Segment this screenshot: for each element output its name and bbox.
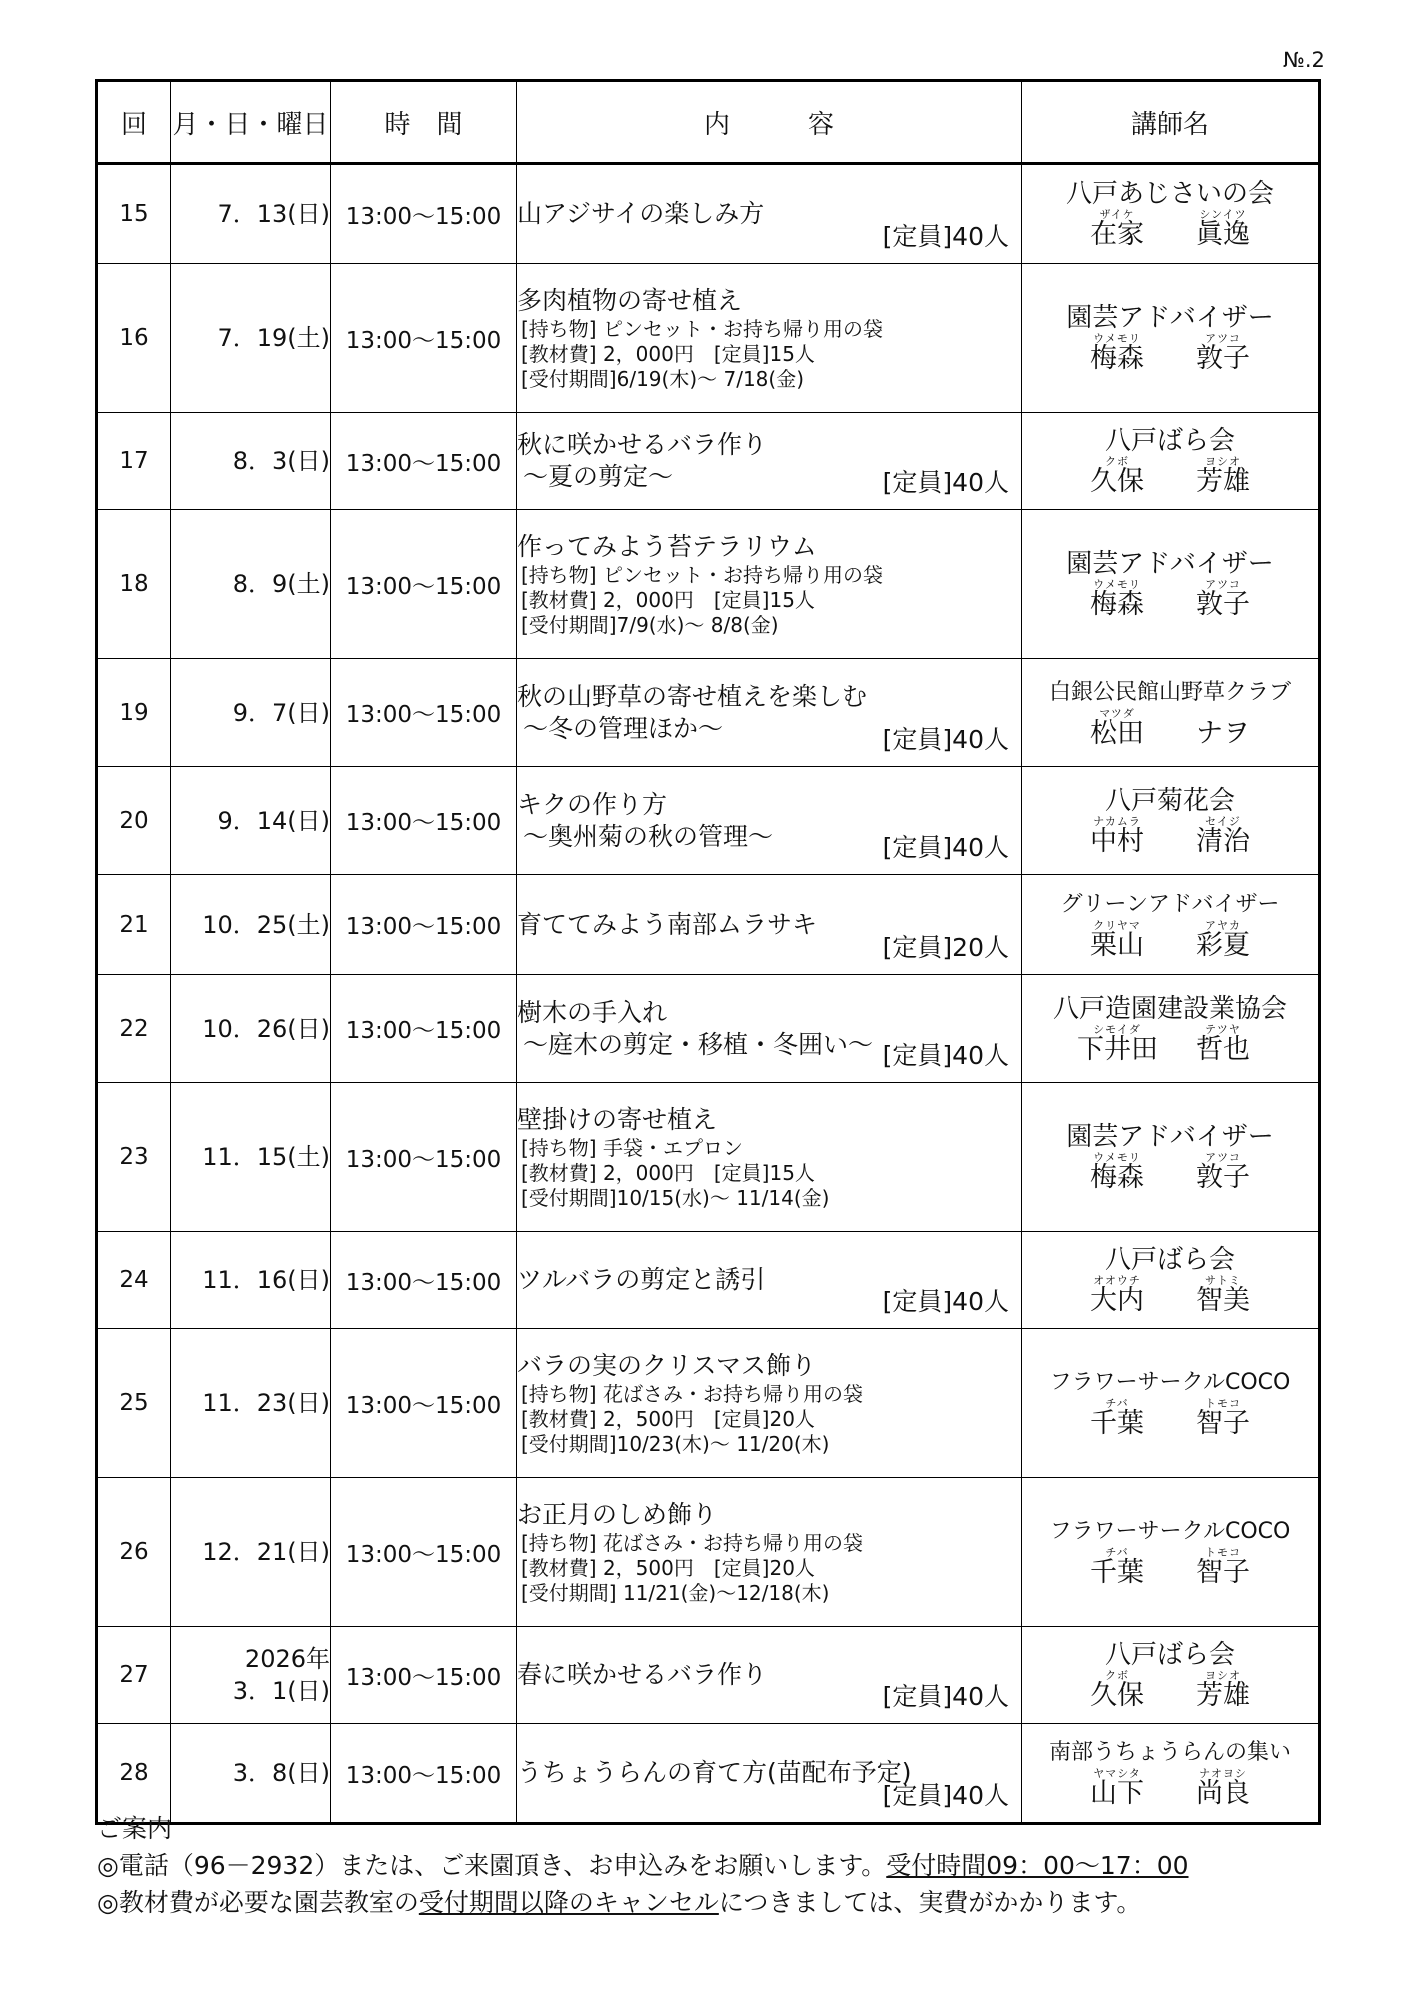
- teacher-org: 八戸ばら会: [1104, 1640, 1235, 1670]
- teacher-surname: 千葉: [1090, 1557, 1144, 1588]
- teacher-name: [1022, 221, 1318, 249]
- furigana-given: セイジ: [1205, 814, 1241, 828]
- furigana-surname: チバ: [1105, 1397, 1129, 1410]
- course-capacity: [定員]40人: [882, 222, 1009, 251]
- row-teacher: [1022, 659, 1320, 767]
- row-teacher: [1022, 1232, 1320, 1329]
- teacher-name: [1022, 929, 1318, 961]
- row-time: 13:00〜15:00: [331, 1329, 517, 1478]
- row-number: 18: [97, 510, 171, 659]
- header-teacher: 講師名: [1022, 81, 1320, 164]
- course-title: 多肉植物の寄せ植え: [517, 285, 743, 315]
- teacher-surname: 梅森: [1090, 343, 1144, 374]
- teacher-given-name: 智子: [1196, 1557, 1250, 1588]
- teacher-surname: 久保: [1090, 466, 1144, 497]
- course-capacity: [定員]40人: [882, 1287, 1009, 1316]
- table-row: [97, 164, 1320, 264]
- row-teacher: [1022, 875, 1320, 975]
- row-content: [517, 1232, 1022, 1329]
- teacher-given-name: 尚良: [1196, 1778, 1250, 1809]
- furigana-surname: ウメモリ: [1093, 578, 1141, 591]
- row-time: 13:00〜15:00: [331, 875, 517, 975]
- teacher-org: 八戸菊花会: [1104, 785, 1235, 816]
- course-period: [受付期間]6/19(木)～ 7/18(金): [521, 366, 804, 391]
- teacher-given-name: 清治: [1196, 825, 1250, 857]
- notes-cancel-text-a: ◎教材費が必要な園芸教室の: [97, 1888, 419, 1917]
- course-fee: [教材費] 2，500円 [定員]20人: [521, 1555, 815, 1580]
- date-text: 7．13(日): [217, 200, 330, 228]
- course-period: [受付期間]10/23(木)～ 11/20(木): [521, 1431, 830, 1456]
- teacher-given-name: 敦子: [1196, 343, 1250, 374]
- row-content: [517, 1329, 1022, 1478]
- teacher-name: [1022, 717, 1318, 749]
- teacher-given-name: 芳雄: [1196, 466, 1250, 497]
- row-teacher: [1022, 1627, 1320, 1724]
- furigana-given: ヨシオ: [1205, 1669, 1241, 1682]
- course-capacity: [定員]40人: [882, 1781, 1009, 1810]
- row-content: [517, 975, 1022, 1083]
- furigana-given: トモコ: [1205, 1546, 1241, 1559]
- row-time: 13:00〜15:00: [331, 659, 517, 767]
- row-date: [171, 1083, 331, 1232]
- row-date: [171, 1232, 331, 1329]
- row-time: 13:00〜15:00: [331, 975, 517, 1083]
- course-capacity: [定員]40人: [882, 468, 1009, 497]
- course-fee: [教材費] 2，000円 [定員]15人: [521, 341, 815, 366]
- furigana-surname: クボ: [1105, 1669, 1129, 1682]
- row-date: [171, 1724, 331, 1824]
- furigana-surname: クリヤマ: [1093, 918, 1141, 932]
- furigana-given: サトミ: [1205, 1274, 1241, 1287]
- table-row: [97, 659, 1320, 767]
- table-row: [97, 1329, 1320, 1478]
- table-row: [97, 767, 1320, 875]
- course-capacity: [定員]40人: [882, 833, 1009, 862]
- course-capacity: [定員]40人: [882, 1041, 1009, 1070]
- date-text: 9．14(日): [217, 806, 330, 835]
- furigana-given: アツコ: [1205, 1151, 1241, 1164]
- row-content: [517, 1478, 1022, 1627]
- row-number: 19: [97, 659, 171, 767]
- row-number: 16: [97, 264, 171, 413]
- teacher-name: [1022, 1410, 1318, 1438]
- row-content: [517, 1083, 1022, 1232]
- course-items: [持ち物] 花ばさみ・お持ち帰り用の袋: [521, 1381, 863, 1406]
- row-number: 28: [97, 1724, 171, 1824]
- date-text: 11．15(土): [202, 1143, 330, 1171]
- course-title: 山アジサイの楽しみ方: [517, 199, 765, 228]
- row-number: 17: [97, 413, 171, 510]
- row-content: [517, 510, 1022, 659]
- row-number: 22: [97, 975, 171, 1083]
- header-time: 時 間: [331, 81, 517, 164]
- notes: [97, 1810, 1189, 1921]
- row-content: [517, 767, 1022, 875]
- row-number: 20: [97, 767, 171, 875]
- teacher-name: [1022, 1287, 1318, 1315]
- row-time: 13:00〜15:00: [331, 510, 517, 659]
- date-text: 10．26(日): [202, 1014, 330, 1043]
- row-teacher: [1022, 510, 1320, 659]
- row-number: 27: [97, 1627, 171, 1724]
- date-text: 11．23(日): [202, 1389, 330, 1417]
- teacher-surname: 大内: [1090, 1285, 1144, 1316]
- teacher-furigana: [1022, 1024, 1318, 1036]
- teacher-org: 八戸ばら会: [1104, 1245, 1235, 1275]
- furigana-given: トモコ: [1205, 1397, 1241, 1410]
- teacher-surname: 梅森: [1090, 589, 1144, 620]
- row-time: 13:00〜15:00: [331, 767, 517, 875]
- row-teacher: [1022, 264, 1320, 413]
- row-teacher: [1022, 1329, 1320, 1478]
- teacher-org: 白銀公民館山野草クラブ: [1048, 679, 1291, 705]
- course-subtitle: ～冬の管理ほか～: [523, 713, 724, 743]
- teacher-furigana: [1022, 920, 1318, 932]
- furigana-surname: ウメモリ: [1093, 332, 1141, 345]
- teacher-furigana: [1022, 209, 1318, 221]
- teacher-surname: 久保: [1090, 1680, 1144, 1711]
- row-teacher: [1022, 1083, 1320, 1232]
- teacher-surname: 中村: [1090, 825, 1144, 857]
- teacher-org: フラワーサークルCOCO: [1049, 1370, 1291, 1395]
- row-time: 13:00〜15:00: [331, 1083, 517, 1232]
- furigana-surname: マツダ: [1099, 706, 1135, 720]
- course-fee: [教材費] 2，000円 [定員]15人: [521, 587, 815, 612]
- schedule-table: [95, 79, 1321, 1825]
- teacher-furigana: [1022, 1670, 1318, 1682]
- teacher-given-name: 眞逸: [1196, 219, 1250, 250]
- teacher-furigana: [1022, 1768, 1318, 1780]
- teacher-furigana: [1022, 1152, 1318, 1164]
- teacher-surname: 栗山: [1090, 929, 1144, 961]
- date-text: 8．3(日): [232, 447, 330, 475]
- teacher-given-name: 哲也: [1196, 1033, 1250, 1065]
- course-title: バラの実のクリスマス飾り: [517, 1350, 817, 1380]
- furigana-surname: オオウチ: [1093, 1274, 1141, 1287]
- course-title: うちょうらんの育て方(苗配布予定): [517, 1758, 912, 1787]
- row-date: [171, 1627, 331, 1724]
- furigana-given: アツコ: [1205, 578, 1241, 591]
- row-number: 15: [97, 164, 171, 264]
- row-date: [171, 767, 331, 875]
- row-content: [517, 164, 1022, 264]
- teacher-given-name: 芳雄: [1196, 1680, 1250, 1711]
- furigana-given: アヤカ: [1205, 918, 1241, 932]
- row-teacher: [1022, 1478, 1320, 1627]
- page-number: №.2: [1283, 48, 1325, 72]
- teacher-surname: 在家: [1090, 219, 1144, 250]
- teacher-given-name: 敦子: [1196, 1162, 1250, 1193]
- teacher-furigana: [1022, 1547, 1318, 1559]
- date-text: 11．16(日): [202, 1266, 330, 1294]
- row-time: 13:00〜15:00: [331, 264, 517, 413]
- furigana-surname: ザイケ: [1099, 208, 1135, 221]
- row-teacher: [1022, 413, 1320, 510]
- table-row: [97, 510, 1320, 659]
- date-text: 2026年: [244, 1645, 330, 1673]
- teacher-surname: 梅森: [1090, 1162, 1144, 1193]
- notes-title: ご案内: [97, 1814, 173, 1843]
- teacher-org: 八戸造園建設業協会: [1052, 993, 1287, 1024]
- teacher-furigana: [1022, 333, 1318, 345]
- row-number: 23: [97, 1083, 171, 1232]
- table-row: [97, 1724, 1320, 1824]
- furigana-given: アツコ: [1205, 332, 1241, 345]
- course-items: [持ち物] ピンセット・お持ち帰り用の袋: [521, 316, 883, 341]
- course-capacity: [定員]40人: [882, 1682, 1009, 1711]
- teacher-name: [1022, 1164, 1318, 1192]
- row-content: [517, 659, 1022, 767]
- course-subtitle: ～夏の剪定～: [523, 462, 674, 491]
- course-fee: [教材費] 2，500円 [定員]20人: [521, 1406, 815, 1431]
- row-date: [171, 1329, 331, 1478]
- teacher-name: [1022, 1033, 1318, 1065]
- date-text: 9．7(日): [232, 698, 330, 727]
- row-date: [171, 975, 331, 1083]
- furigana-surname: チバ: [1105, 1546, 1129, 1559]
- row-date: [171, 875, 331, 975]
- date-text: 10．25(土): [202, 910, 330, 939]
- row-content: [517, 264, 1022, 413]
- teacher-org: 園芸アドバイザー: [1066, 1122, 1274, 1152]
- date-text-2: 3．1(日): [232, 1677, 330, 1705]
- row-number: 25: [97, 1329, 171, 1478]
- course-subtitle: ～庭木の剪定・移植・冬囲い～: [523, 1029, 874, 1059]
- row-number: 24: [97, 1232, 171, 1329]
- furigana-surname: ナカムラ: [1093, 814, 1141, 828]
- date-text: 12．21(日): [202, 1538, 330, 1566]
- course-fee: [教材費] 2，000円 [定員]15人: [521, 1160, 815, 1185]
- teacher-surname: 下井田: [1077, 1033, 1158, 1065]
- teacher-furigana: [1022, 816, 1318, 828]
- furigana-given: ヨシオ: [1205, 455, 1241, 468]
- teacher-furigana: [1022, 708, 1318, 720]
- course-title: キクの作り方: [517, 789, 668, 819]
- date-text: 7．19(土): [217, 324, 330, 352]
- notes-phone-text: ◎電話（96－2932）または、ご来園頂き、お申込みをお願いします。: [97, 1851, 887, 1880]
- notes-cancel-line: [97, 1884, 1189, 1921]
- row-date: [171, 1478, 331, 1627]
- teacher-furigana: [1022, 1275, 1318, 1287]
- date-text: 3．8(日): [232, 1759, 330, 1787]
- teacher-given-name: 智子: [1196, 1408, 1250, 1439]
- table-row: [97, 1478, 1320, 1627]
- teacher-name: [1022, 825, 1318, 857]
- teacher-org: 園芸アドバイザー: [1066, 549, 1274, 579]
- teacher-org: 園芸アドバイザー: [1066, 303, 1274, 333]
- teacher-furigana: [1022, 579, 1318, 591]
- row-content: [517, 413, 1022, 510]
- course-items: [持ち物] ピンセット・お持ち帰り用の袋: [521, 562, 883, 587]
- course-title: 樹木の手入れ: [517, 997, 668, 1027]
- furigana-surname: ヤマシタ: [1093, 1767, 1141, 1780]
- teacher-org: 八戸あじさいの会: [1065, 179, 1274, 209]
- row-time: 13:00〜15:00: [331, 1627, 517, 1724]
- teacher-org: 南部うちょうらんの集い: [1048, 1740, 1291, 1765]
- header-row: [97, 81, 1320, 164]
- teacher-name: [1022, 1780, 1318, 1808]
- furigana-surname: シモイダ: [1093, 1022, 1141, 1036]
- teacher-given-name: 彩夏: [1196, 929, 1250, 961]
- teacher-furigana: [1022, 456, 1318, 468]
- furigana-given: ナオヨシ: [1199, 1767, 1247, 1780]
- row-number: 26: [97, 1478, 171, 1627]
- notes-cancel-period: 受付期間以降のキャンセル: [418, 1888, 719, 1917]
- furigana-given: シンイツ: [1199, 208, 1247, 221]
- course-items: [持ち物] 花ばさみ・お持ち帰り用の袋: [521, 1530, 863, 1555]
- teacher-given-name: ナヲ: [1196, 717, 1250, 749]
- row-time: 13:00〜15:00: [331, 1478, 517, 1627]
- table-row: [97, 413, 1320, 510]
- row-time: 13:00〜15:00: [331, 413, 517, 510]
- row-date: [171, 510, 331, 659]
- header-date: 月・日・曜日: [171, 81, 331, 164]
- teacher-org: グリーンアドバイザー: [1060, 891, 1280, 917]
- course-title: 作ってみよう苔テラリウム: [517, 531, 817, 561]
- row-teacher: [1022, 164, 1320, 264]
- table-row: [97, 875, 1320, 975]
- teacher-furigana: [1022, 1398, 1318, 1410]
- course-title: ツルバラの剪定と誘引: [517, 1265, 766, 1294]
- row-date: [171, 164, 331, 264]
- teacher-name: [1022, 345, 1318, 373]
- date-text: 8．9(土): [232, 570, 330, 598]
- header-no: 回: [97, 81, 171, 164]
- teacher-name: [1022, 1559, 1318, 1587]
- row-number: 21: [97, 875, 171, 975]
- course-items: [持ち物] 手袋・エプロン: [521, 1135, 743, 1160]
- table-row: [97, 975, 1320, 1083]
- course-title: 秋に咲かせるバラ作り: [517, 430, 768, 459]
- table-row: [97, 1232, 1320, 1329]
- teacher-given-name: 敦子: [1196, 589, 1250, 620]
- course-capacity: [定員]40人: [882, 725, 1009, 754]
- row-date: [171, 413, 331, 510]
- course-period: [受付期間]10/15(水)～ 11/14(金): [521, 1185, 830, 1210]
- row-date: [171, 659, 331, 767]
- teacher-name: [1022, 1682, 1318, 1710]
- row-content: [517, 1724, 1022, 1824]
- course-period: [受付期間]7/9(水)～ 8/8(金): [521, 612, 779, 637]
- row-time: 13:00〜15:00: [331, 1724, 517, 1824]
- row-date: [171, 264, 331, 413]
- course-subtitle: ～奥州菊の秋の管理～: [523, 821, 774, 851]
- row-teacher: [1022, 767, 1320, 875]
- furigana-surname: クボ: [1105, 455, 1129, 468]
- row-teacher: [1022, 1724, 1320, 1824]
- furigana-given: テツヤ: [1205, 1022, 1241, 1036]
- course-capacity: [定員]20人: [882, 933, 1009, 962]
- course-title: 壁掛けの寄せ植え: [517, 1104, 718, 1134]
- row-time: 13:00〜15:00: [331, 1232, 517, 1329]
- row-content: [517, 875, 1022, 975]
- notes-phone-line: [97, 1847, 1189, 1884]
- teacher-given-name: 智美: [1196, 1285, 1250, 1316]
- notes-hours: 受付時間09：00～17：00: [886, 1851, 1189, 1880]
- teacher-org: 八戸ばら会: [1104, 426, 1235, 456]
- teacher-name: [1022, 591, 1318, 619]
- course-title: 秋の山野草の寄せ植えを楽しむ: [517, 681, 868, 711]
- header-content: 内 容: [517, 81, 1022, 164]
- course-period: [受付期間] 11/21(金)～12/18(木): [521, 1580, 830, 1605]
- table-row: [97, 264, 1320, 413]
- teacher-surname: 山下: [1090, 1778, 1144, 1809]
- teacher-org: フラワーサークルCOCO: [1049, 1519, 1291, 1544]
- row-time: 13:00〜15:00: [331, 164, 517, 264]
- teacher-name: [1022, 468, 1318, 496]
- course-title: 春に咲かせるバラ作り: [517, 1660, 768, 1689]
- row-content: [517, 1627, 1022, 1724]
- row-teacher: [1022, 975, 1320, 1083]
- furigana-surname: ウメモリ: [1093, 1151, 1141, 1164]
- teacher-surname: 松田: [1090, 717, 1144, 749]
- table-row: [97, 1083, 1320, 1232]
- table-row: [97, 1627, 1320, 1724]
- notes-cancel-text-c: につきましては、実費がかかります。: [718, 1888, 1142, 1917]
- course-title: お正月のしめ飾り: [517, 1499, 718, 1529]
- course-title: 育ててみよう南部ムラサキ: [517, 909, 818, 939]
- teacher-surname: 千葉: [1090, 1408, 1144, 1439]
